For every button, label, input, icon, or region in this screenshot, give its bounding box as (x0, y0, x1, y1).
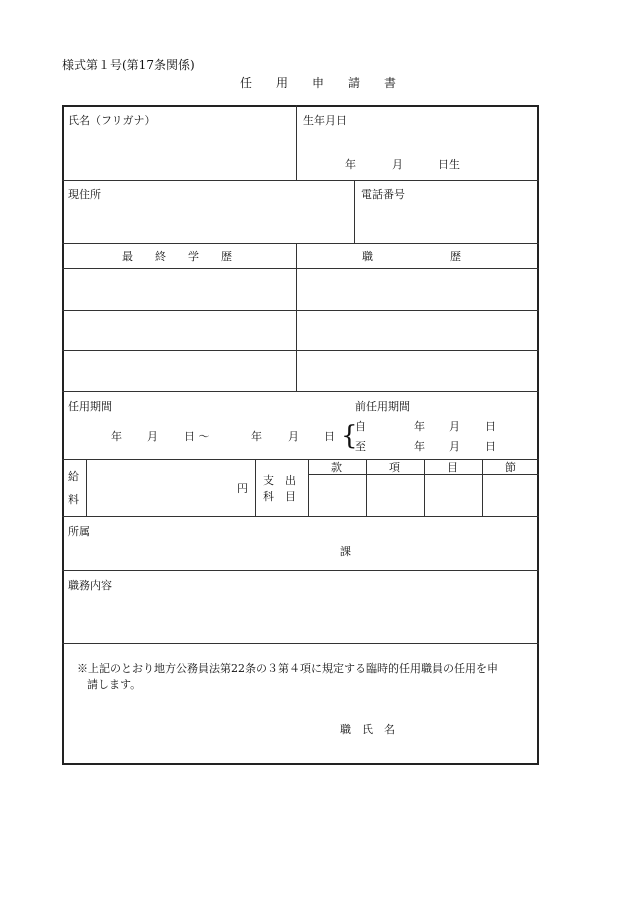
rule-history-row2 (62, 350, 539, 351)
term-year-unit-end: 年 (251, 430, 262, 443)
signature-label: 職 氏 名 (340, 723, 395, 736)
term-month-unit-end: 月 (288, 430, 299, 443)
previous-term-label: 前任用期間 (355, 400, 410, 413)
form-number: 様式第１号(第17条関係) (62, 58, 195, 72)
brace-icon: { (341, 421, 358, 451)
setsu-header: 節 (505, 461, 516, 474)
moku-header: 目 (447, 461, 458, 474)
yen-unit: 円 (237, 482, 248, 495)
previous-term-from: 自 (355, 420, 366, 433)
affiliation-label: 所属 (68, 525, 90, 538)
divider-history (296, 243, 297, 391)
rule-history-row3 (62, 391, 539, 392)
address-label: 現住所 (68, 188, 101, 201)
term-year-unit: 年 (111, 430, 122, 443)
expense-label-top: 支 出 (263, 474, 296, 487)
form-title: 任 用 申 請 書 (240, 76, 397, 90)
birth-day-unit: 日生 (438, 158, 460, 171)
career-header: 職 歴 (362, 250, 461, 263)
section-unit: 課 (340, 545, 351, 558)
term-label: 任用期間 (68, 400, 112, 413)
birth-date-label: 生年月日 (303, 114, 347, 127)
divider-salary-label (86, 459, 87, 516)
expense-label-bottom: 科 目 (263, 490, 296, 503)
salary-label-bottom: 料 (68, 493, 79, 506)
divider-name-birth (296, 105, 297, 180)
rule-after-name (62, 180, 539, 181)
divider-salary-amount (255, 459, 256, 516)
previous-to-month: 月 (449, 440, 460, 453)
divider-kou (424, 459, 425, 516)
name-furigana-label: 氏名（フリガナ） (68, 114, 156, 127)
divider-kan (366, 459, 367, 516)
rule-after-salary (62, 516, 539, 517)
previous-to-year: 年 (414, 440, 425, 453)
rule-after-history-header (62, 268, 539, 269)
rule-after-term (62, 459, 539, 460)
divider-expense-label (308, 459, 309, 516)
kan-header: 款 (331, 461, 342, 474)
duties-label: 職務内容 (68, 579, 112, 592)
term-day-from: 日 〜 (184, 430, 210, 443)
rule-after-duties (62, 643, 539, 644)
declaration-line-2: 請します。 (87, 678, 142, 691)
declaration-line-1: ※上記のとおり地方公務員法第22条の３第４項に規定する臨時的任用職員の任用を申 (77, 662, 498, 675)
previous-from-month: 月 (449, 420, 460, 433)
divider-address-phone (354, 180, 355, 243)
kou-header: 項 (389, 461, 400, 474)
divider-moku (482, 459, 483, 516)
salary-label-top: 給 (68, 470, 79, 483)
phone-label: 電話番号 (361, 188, 405, 201)
rule-history-row1 (62, 310, 539, 311)
previous-from-year: 年 (414, 420, 425, 433)
previous-from-day: 日 (485, 420, 496, 433)
term-month-unit: 月 (147, 430, 158, 443)
previous-term-to: 至 (355, 440, 366, 453)
term-day-unit-end: 日 (324, 430, 335, 443)
rule-after-affiliation (62, 570, 539, 571)
rule-after-address (62, 243, 539, 244)
birth-month-unit: 月 (392, 158, 403, 171)
education-header: 最 終 学 歴 (122, 250, 232, 263)
birth-year-unit: 年 (345, 158, 356, 171)
previous-to-day: 日 (485, 440, 496, 453)
